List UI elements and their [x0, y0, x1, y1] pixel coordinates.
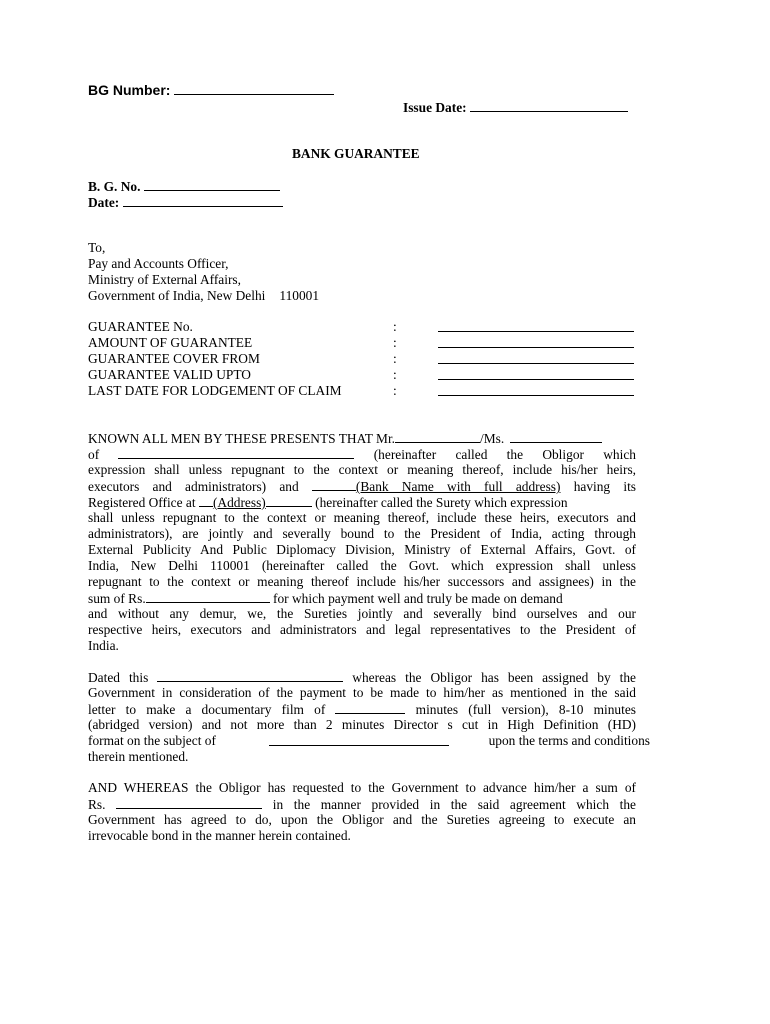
field-colon: : — [393, 319, 397, 334]
address-blank-post[interactable] — [266, 494, 312, 507]
issue-date-label: Issue Date: — [403, 100, 467, 115]
bg-number-field — [88, 82, 334, 98]
date-field — [88, 194, 283, 211]
field-last-date-blank[interactable] — [438, 395, 634, 396]
issue-date-field — [403, 99, 628, 116]
para3-line-1: AND WHEREAS the Obligor has requested to the Government to advance him/her a sum of — [88, 780, 636, 795]
para2-line-1: Dated this whereas the Obligor has been assigned by the — [88, 670, 636, 685]
field-colon: : — [393, 383, 397, 398]
address-line-2: Ministry of External Affairs, — [88, 272, 241, 287]
para2-line-6: therein mentioned. — [88, 749, 189, 764]
field-amount-label: AMOUNT OF GUARANTEE — [88, 335, 253, 350]
film-minutes-blank[interactable] — [335, 701, 405, 714]
para2-line-4: (abridged version) and not more than 2 minutes Director s cut in High Definition (HD) — [88, 717, 636, 732]
para1-line-11: sum of Rs. for which payment well and truly be made on demand — [88, 591, 563, 606]
date-label: Date: — [88, 195, 120, 210]
field-last-date-label: LAST DATE FOR LODGEMENT OF CLAIM — [88, 383, 342, 398]
sum-rs-blank[interactable] — [146, 590, 270, 603]
bg-no-label: B. G. No. — [88, 179, 141, 194]
para2-line-2: Government in consideration of the payment to be made to him/her as mentioned in the said — [88, 685, 636, 700]
bank-blank[interactable] — [312, 478, 356, 491]
bank-name-placeholder[interactable]: (Bank Name with full address) — [355, 479, 561, 494]
para1-line-4: executors and administrators) and (Bank Name with full address) having its — [88, 479, 636, 494]
address-placeholder[interactable]: (Address) — [212, 495, 266, 510]
address-blank-pre[interactable] — [199, 494, 213, 507]
field-colon: : — [393, 367, 397, 382]
address-to: To, — [88, 240, 106, 255]
field-colon: : — [393, 335, 397, 350]
field-cover-from-label: GUARANTEE COVER FROM — [88, 351, 260, 366]
para1-line-13: respective heirs, executors and administrators and legal representatives to the President of — [88, 622, 636, 637]
film-subject-blank[interactable] — [269, 733, 449, 746]
para1-line-12: and without any demur, we, the Sureties jointly and severally bind ourselves and our — [88, 606, 636, 621]
para1-line-10: repugnant to the context or meaning thereof include his/her successors and assignees) in the — [88, 574, 636, 589]
bg-no-field — [88, 178, 280, 195]
advance-rs-blank[interactable] — [116, 796, 262, 809]
para3-line-3: Government has agreed to do, upon the Obligor and the Sureties agreeing to execute an — [88, 812, 636, 827]
mr-name-blank[interactable] — [395, 430, 480, 443]
field-valid-upto-label: GUARANTEE VALID UPTO — [88, 367, 251, 382]
field-amount-blank[interactable] — [438, 347, 634, 348]
date-blank[interactable] — [123, 194, 283, 207]
dated-this-blank[interactable] — [157, 669, 343, 682]
address-city: Government of India, New Delhi — [88, 288, 266, 303]
field-guarantee-no-label: GUARANTEE No. — [88, 319, 193, 334]
para1-line-14: India. — [88, 638, 119, 653]
bg-no-blank[interactable] — [144, 178, 280, 191]
para3-line-4: irrevocable bond in the manner herein contained. — [88, 828, 351, 843]
para1-line-3: expression shall unless repugnant to the context or meaning thereof, include his/her heirs, — [88, 462, 636, 477]
para1-line-2: of (hereinafter called the Obligor which — [88, 447, 636, 462]
address-line-1: Pay and Accounts Officer, — [88, 256, 229, 271]
para3-line-2: Rs. in the manner provided in the said agreement which the — [88, 797, 636, 812]
para1-line-6: shall unless repugnant to the context or meaning thereof, include these heirs, executors and — [88, 510, 636, 525]
para2-line-5: format on the subject of upon the terms and conditions — [88, 733, 650, 748]
field-colon: : — [393, 351, 397, 366]
bg-number-blank[interactable] — [174, 82, 334, 95]
obligor-address-blank[interactable] — [118, 446, 354, 459]
para1-line-9: India, New Delhi 110001 (hereinafter called the Govt. which expression shall unless — [88, 558, 636, 573]
field-cover-from-blank[interactable] — [438, 363, 634, 364]
bg-number-label: BG Number: — [88, 82, 171, 98]
para1-line-8: External Publicity And Public Diplomacy Division, Ministry of External Affairs, Govt. of — [88, 542, 636, 557]
para1-line-5: Registered Office at (Address) (hereinafter called the Surety which expression — [88, 495, 568, 510]
para1-line-7: administrators), are jointly and severally bound to the President of India, acting through — [88, 526, 636, 541]
field-valid-upto-blank[interactable] — [438, 379, 634, 380]
address-pin: 110001 — [279, 288, 320, 303]
issue-date-blank[interactable] — [470, 99, 628, 112]
field-guarantee-no-blank[interactable] — [438, 331, 634, 332]
para1-line-1: KNOWN ALL MEN BY THESE PRESENTS THAT Mr. /Ms. — [88, 430, 602, 447]
ms-name-blank[interactable] — [510, 430, 602, 443]
document-title: BANK GUARANTEE — [292, 146, 420, 161]
address-line-3 — [88, 288, 319, 304]
para2-line-3: letter to make a documentary film of minutes (full version), 8-10 minutes — [88, 702, 636, 717]
